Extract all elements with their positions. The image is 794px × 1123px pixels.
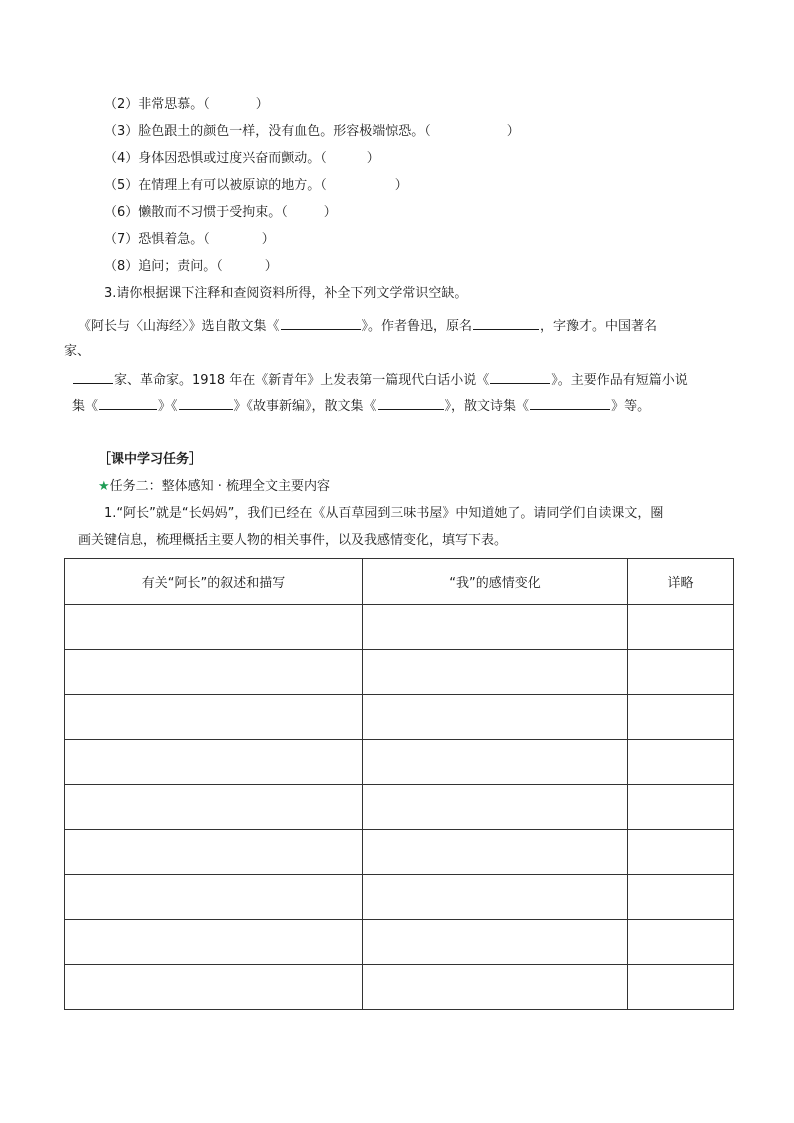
literature-paragraph-line-3: 家、革命家。1918 年在《新青年》上发表第一篇现代白话小说《 》。主要作品有短篇小说 — [72, 370, 688, 390]
table-cell[interactable] — [65, 875, 363, 920]
table-cell[interactable] — [65, 920, 363, 965]
section-heading: ［课中学习任务］ — [98, 452, 203, 467]
table-cell[interactable] — [65, 965, 363, 1010]
table-row — [65, 965, 734, 1010]
table-cell[interactable] — [363, 650, 628, 695]
blank-original-name[interactable] — [473, 316, 539, 330]
header-description: 有关“阿长”的叙述和描写 — [65, 559, 363, 605]
table-cell[interactable] — [628, 965, 734, 1010]
table-row — [65, 785, 734, 830]
header-detail-level: 详略 — [628, 559, 734, 605]
table-cell[interactable] — [363, 830, 628, 875]
table-row — [65, 920, 734, 965]
blank-first-novel[interactable] — [490, 370, 550, 384]
literature-paragraph-line-4: 集《 》《 》《故事新编》，散文集《 》，散文诗集《 》等。 — [72, 396, 650, 416]
table-cell[interactable] — [628, 920, 734, 965]
table-cell[interactable] — [65, 785, 363, 830]
table-cell[interactable] — [65, 650, 363, 695]
table-row — [65, 875, 734, 920]
header-feeling-change: “我”的感情变化 — [363, 559, 628, 605]
task-title: ★任务二：整体感知 · 梳理全文主要内容 — [98, 479, 331, 494]
blank-prose-collection[interactable] — [378, 396, 444, 410]
table-row — [65, 830, 734, 875]
table-cell[interactable] — [65, 740, 363, 785]
blank-collection[interactable] — [281, 316, 361, 330]
blank-prose-poem-collection[interactable] — [530, 396, 610, 410]
table-row — [65, 605, 734, 650]
vocab-item-4: （4）身体因恐惧或过度兴奋而颤动。（ ） — [104, 151, 380, 166]
table-cell[interactable] — [363, 875, 628, 920]
table-cell[interactable] — [363, 740, 628, 785]
literature-paragraph-line-2: 家、 — [64, 344, 91, 359]
vocab-item-7: （7）恐惧着急。（ ） — [104, 232, 275, 247]
vocab-item-6: （6）懒散而不习惯于受拘束。（ ） — [104, 205, 337, 220]
blank-short-story-1[interactable] — [99, 396, 157, 410]
blank-occupation[interactable] — [73, 370, 113, 384]
table-cell[interactable] — [65, 830, 363, 875]
table-cell[interactable] — [628, 695, 734, 740]
table-row — [65, 695, 734, 740]
summary-table — [64, 558, 734, 1010]
vocab-item-5: （5）在情理上有可以被原谅的地方。（ ） — [104, 178, 408, 193]
literature-question: 3.请你根据课下注释和查阅资料所得，补全下列文学常识空缺。 — [104, 286, 468, 301]
task-intro-line-1: 1.“阿长”就是“长妈妈”，我们已经在《从百草园到三味书屋》中知道她了。请同学们自读课文，圈 — [104, 506, 664, 521]
table-cell[interactable] — [628, 830, 734, 875]
star-icon: ★ — [98, 479, 110, 494]
table-header-row — [65, 559, 734, 605]
vocab-item-8: （8）追问；责问。（ ） — [104, 259, 278, 274]
task-intro-line-2: 画关键信息，梳理概括主要人物的相关事件，以及我感情变化，填写下表。 — [78, 533, 508, 548]
table-cell[interactable] — [363, 785, 628, 830]
table-row — [65, 650, 734, 695]
vocab-item-3: （3）脸色跟土的颜色一样，没有血色。形容极端惊恐。（ ） — [104, 124, 520, 139]
table-cell[interactable] — [363, 965, 628, 1010]
blank-short-story-2[interactable] — [179, 396, 233, 410]
table-cell[interactable] — [628, 650, 734, 695]
table-cell[interactable] — [363, 695, 628, 740]
table-cell[interactable] — [628, 875, 734, 920]
table-cell[interactable] — [628, 605, 734, 650]
table-cell[interactable] — [363, 605, 628, 650]
table-row — [65, 740, 734, 785]
literature-paragraph-line-1: 《阿长与〈山海经〉》选自散文集《 》。作者鲁迅，原名 ，字豫才。中国著名 — [78, 316, 657, 336]
table-cell[interactable] — [628, 785, 734, 830]
table-cell[interactable] — [65, 605, 363, 650]
table-cell[interactable] — [628, 740, 734, 785]
table-cell[interactable] — [363, 920, 628, 965]
table-cell[interactable] — [65, 695, 363, 740]
vocab-item-2: （2）非常思慕。（ ） — [104, 97, 269, 112]
